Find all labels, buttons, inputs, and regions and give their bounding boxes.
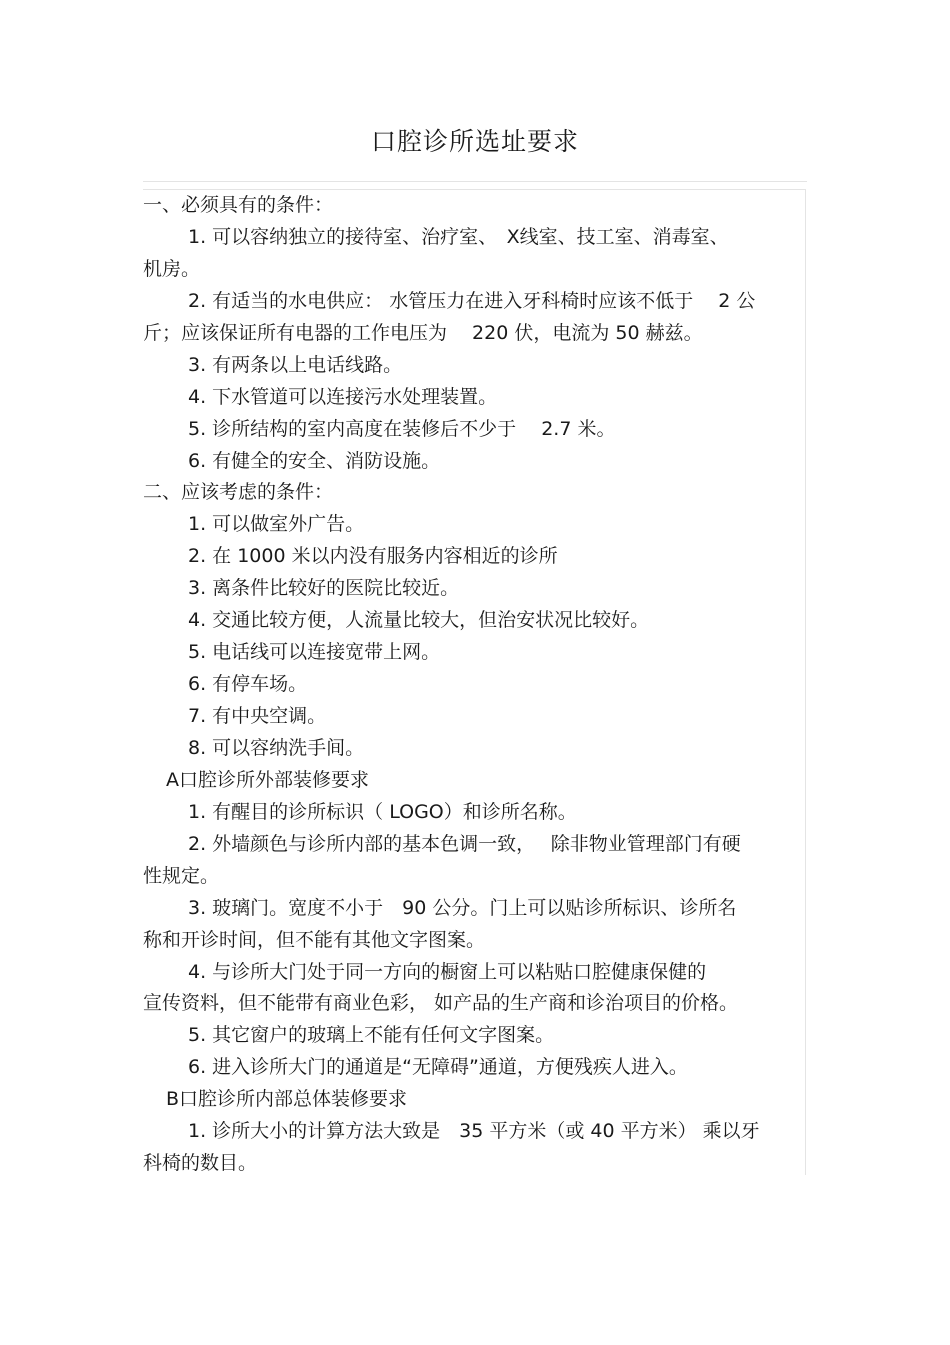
text-line: 5. 其它窗户的玻璃上不能有任何文字图案。	[188, 1024, 555, 1047]
text-line: 3. 离条件比较好的医院比较近。	[188, 577, 460, 600]
text-line: 6. 进入诊所大门的通道是“无障碍”通道，方便残疾人进入。	[188, 1056, 688, 1079]
text-line: 4. 交通比较方便，人流量比较大，但治安状况比较好。	[188, 609, 650, 632]
text-line: 斤；应该保证所有电器的工作电压为 220 伏，电流为 50 赫兹。	[143, 321, 703, 344]
text-line: 2. 外墙颜色与诊所内部的基本色调一致， 除非物业管理部门有硬	[188, 832, 741, 855]
text-line: A口腔诊所外部装修要求	[166, 768, 369, 791]
text-line: 5. 电话线可以连接宽带上网。	[188, 641, 441, 664]
text-line: 1. 可以容纳独立的接待室、治疗室、 X线室、技工室、消毒室、	[188, 225, 729, 248]
text-line: 机房。	[143, 257, 201, 280]
text-line: 6. 有停车场。	[188, 673, 308, 696]
text-line: 5. 诊所结构的室内高度在装修后不少于 2.7 米。	[188, 417, 616, 440]
text-line: 3. 玻璃门。宽度不小于 90 公分。门上可以贴诊所标识、诊所名	[188, 896, 737, 919]
text-line: 2. 有适当的水电供应： 水管压力在进入牙科椅时应该不低于 2 公	[188, 289, 756, 312]
text-line: 科椅的数目。	[143, 1152, 258, 1175]
text-line: 1. 有醒目的诊所标识（ LOGO）和诊所名称。	[188, 800, 577, 823]
document-title: 口腔诊所选址要求	[370, 127, 579, 156]
text-line: 1. 可以做室外广告。	[188, 513, 365, 536]
text-line: 1. 诊所大小的计算方法大致是 35 平方米（或 40 平方米） 乘以牙	[188, 1120, 760, 1143]
text-line: 6. 有健全的安全、消防设施。	[188, 449, 441, 472]
text-line: 4. 下水管道可以连接污水处理装置。	[188, 385, 498, 408]
text-line: 称和开诊时间，但不能有其他文字图案。	[143, 928, 486, 951]
text-line: 一、必须具有的条件：	[143, 194, 334, 216]
text-line: B口腔诊所内部总体装修要求	[166, 1088, 408, 1111]
text-line: 7. 有中央空调。	[188, 705, 327, 727]
text-line: 4. 与诊所大门处于同一方向的橱窗上可以粘贴口腔健康保健的	[188, 960, 707, 983]
title-divider	[143, 181, 807, 182]
text-line: 宣传资料，但不能带有商业色彩， 如产品的生产商和诊治项目的价格。	[143, 992, 739, 1015]
document-body	[143, 190, 806, 1180]
text-line: 3. 有两条以上电话线路。	[188, 353, 403, 376]
text-line: 8. 可以容纳洗手间。	[188, 736, 365, 759]
text-line: 性规定。	[143, 864, 220, 887]
text-line: 2. 在 1000 米以内没有服务内容相近的诊所	[188, 545, 558, 568]
text-line: 二、应该考虑的条件：	[143, 481, 334, 504]
